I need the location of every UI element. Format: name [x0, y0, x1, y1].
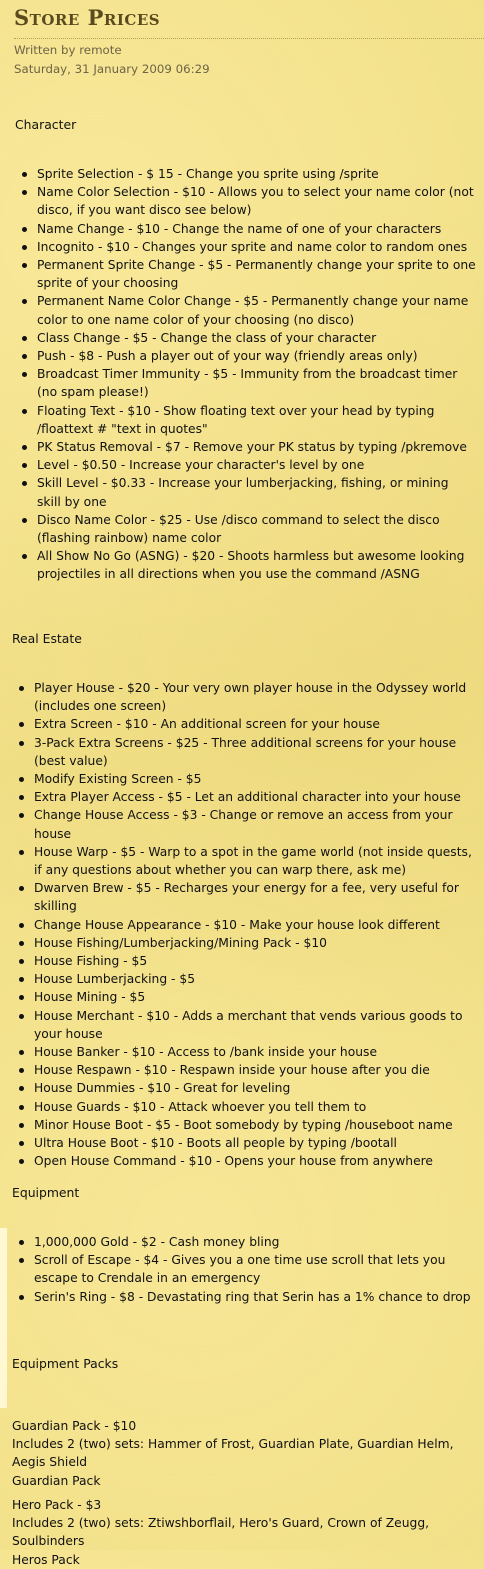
list-item: House Lumberjacking - $5 — [15, 970, 476, 988]
equipment-list — [15, 1233, 476, 1306]
list-item: Name Color Selection - $10 - Allows you to select your name color (not disco, if you want disco see below) — [18, 183, 476, 219]
publish-date: Saturday, 31 January 2009 06:29 — [14, 62, 210, 76]
pack-hero — [12, 1496, 474, 1569]
section-heading-equipment-packs: Equipment Packs — [12, 1356, 119, 1371]
pack-name: Hero Pack - $3 — [12, 1498, 102, 1512]
list-item: Player House - $20 - Your very own player house in the Odyssey world (includes one screen) — [15, 679, 476, 715]
list-item: Class Change - $5 - Change the class of your character — [18, 329, 476, 347]
list-item: House Merchant - $10 - Adds a merchant that vends various goods to your house — [15, 1007, 476, 1043]
real-estate-list — [15, 679, 476, 1170]
title-divider — [14, 38, 484, 39]
list-item: 1,000,000 Gold - $2 - Cash money bling — [15, 1233, 476, 1251]
section-heading-real-estate: Real Estate — [12, 631, 82, 646]
list-item: Extra Screen - $10 - An additional screen for your house — [15, 715, 476, 733]
list-item: House Fishing - $5 — [15, 952, 476, 970]
list-item: Serin's Ring - $8 - Devastating ring that Serin has a 1% chance to drop — [15, 1288, 476, 1306]
list-item: Skill Level - $0.33 - Increase your lumberjacking, fishing, or mining skill by one — [18, 474, 476, 510]
list-item: Sprite Selection - $ 15 - Change you sprite using /sprite — [18, 165, 476, 183]
list-item: Broadcast Timer Immunity - $5 - Immunity from the broadcast timer (no spam please!) — [18, 365, 476, 401]
pack-name: Guardian Pack - $10 — [12, 1419, 137, 1433]
pack-footer: Guardian Pack — [12, 1473, 101, 1488]
list-item: House Banker - $10 - Access to /bank inside your house — [15, 1043, 476, 1061]
list-item: House Warp - $5 - Warp to a spot in the game world (not inside quests, if any questions about whether you can warp there, ask me) — [15, 843, 476, 879]
section-heading-equipment: Equipment — [12, 1185, 80, 1200]
list-item: 3-Pack Extra Screens - $25 - Three additional screens for your house (best value) — [15, 734, 476, 770]
pack-guardian — [12, 1417, 474, 1490]
pack-includes: Includes 2 (two) sets: Ztiwshborflail, Hero's Guard, Crown of Zeugg, Soulbinders — [12, 1516, 430, 1549]
list-item: Level - $0.50 - Increase your character's level by one — [18, 456, 476, 474]
list-item: House Mining - $5 — [15, 988, 476, 1006]
list-item: Modify Existing Screen - $5 — [15, 770, 476, 788]
sidebar-strip — [0, 1228, 7, 1408]
list-item: All Show No Go (ASNG) - $20 - Shoots harmless but awesome looking projectiles in all directions when you use the command /ASNG — [18, 547, 476, 583]
list-item: Permanent Name Color Change - $5 - Permanently change your name color to one name color of your choosing (no disco) — [18, 292, 476, 328]
list-item: Open House Command - $10 - Opens your house from anywhere — [15, 1152, 476, 1170]
list-item: Ultra House Boot - $10 - Boots all people by typing /bootall — [15, 1134, 476, 1152]
pack-footer: Heros Pack — [12, 1552, 80, 1567]
list-item: Change House Appearance - $10 - Make your house look different — [15, 916, 476, 934]
pack-includes: Includes 2 (two) sets: Hammer of Frost, Guardian Plate, Guardian Helm, Aegis Shield — [12, 1437, 454, 1470]
list-item: Push - $8 - Push a player out of your way (friendly areas only) — [18, 347, 476, 365]
list-item: Extra Player Access - $5 - Let an additional character into your house — [15, 788, 476, 806]
list-item: House Guards - $10 - Attack whoever you tell them to — [15, 1098, 476, 1116]
list-item: Incognito - $10 - Changes your sprite and name color to random ones — [18, 238, 476, 256]
list-item: Minor House Boot - $5 - Boot somebody by typing /houseboot name — [15, 1116, 476, 1134]
list-item: Scroll of Escape - $4 - Gives you a one time use scroll that lets you escape to Crendale in an emergency — [15, 1251, 476, 1287]
author-line: Written by remote — [14, 43, 122, 57]
list-item: Dwarven Brew - $5 - Recharges your energy for a fee, very useful for skilling — [15, 879, 476, 915]
list-item: House Fishing/Lumberjacking/Mining Pack - $10 — [15, 934, 476, 952]
list-item: Change House Access - $3 - Change or remove an access from your house — [15, 806, 476, 842]
list-item: House Respawn - $10 - Respawn inside your house after you die — [15, 1061, 476, 1079]
list-item: Permanent Sprite Change - $5 - Permanently change your sprite to one sprite of your choosing — [18, 256, 476, 292]
page-title: Store Prices — [14, 5, 161, 30]
list-item: Floating Text - $10 - Show floating text over your head by typing /floattext # "text in quotes" — [18, 402, 476, 438]
list-item: Name Change - $10 - Change the name of one of your characters — [18, 220, 476, 238]
list-item: PK Status Removal - $7 - Remove your PK status by typing /pkremove — [18, 438, 476, 456]
list-item: House Dummies - $10 - Great for leveling — [15, 1079, 476, 1097]
character-list — [18, 165, 476, 584]
list-item: Disco Name Color - $25 - Use /disco command to select the disco (flashing rainbow) name color — [18, 511, 476, 547]
section-heading-character: Character — [15, 117, 77, 132]
